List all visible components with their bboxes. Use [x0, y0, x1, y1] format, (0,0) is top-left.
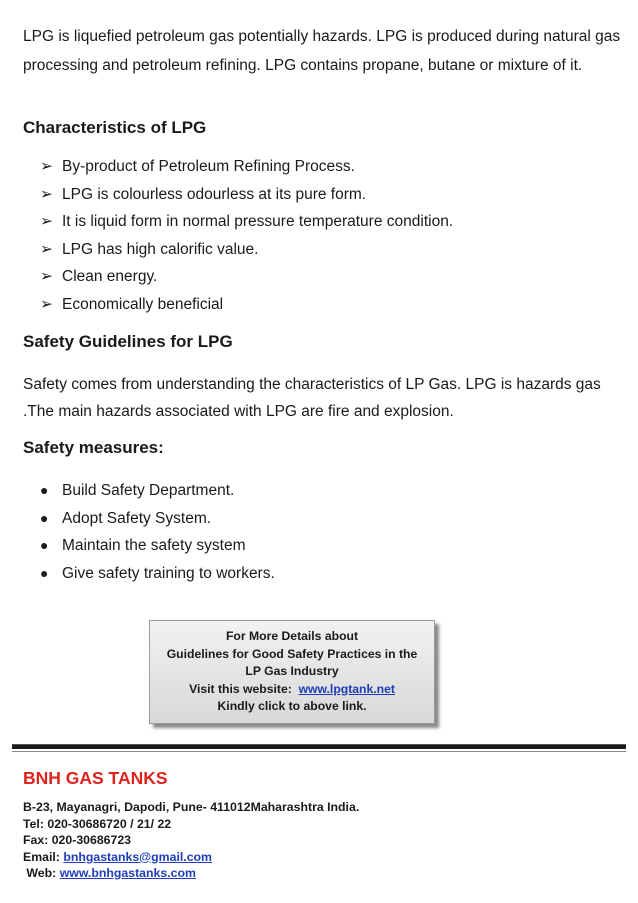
email-label: Email:: [23, 849, 60, 864]
footer-divider: [12, 744, 626, 749]
lpgtank-link[interactable]: www.lpgtank.net: [298, 681, 395, 696]
email-link[interactable]: bnhgastanks@gmail.com: [63, 849, 212, 864]
list-item: ➢ LPG has high calorific value.: [40, 236, 453, 264]
list-item: ● Adopt Safety System.: [40, 505, 275, 533]
arrowhead-check-icon: ➢: [40, 295, 53, 313]
list-item: ➢ Clean energy.: [40, 263, 453, 291]
address-line: B-23, Mayanagri, Dapodi, Pune- 411012Maharashtra India.: [23, 800, 360, 814]
website-link[interactable]: www.bnhgastanks.com: [59, 866, 196, 880]
visit-label: Visit this website:: [189, 681, 292, 696]
callout-visit-line: [150, 681, 434, 699]
guidelines-paragraph: Safety comes from understanding the characteristics of LP Gas. LPG is hazards gas .The main hazards associated with LPG are fire and explosion.: [23, 376, 601, 420]
round-bullet-icon: ●: [40, 509, 49, 526]
callout-line: For More Details about: [225, 629, 359, 643]
more-details-callout: [149, 620, 435, 724]
fax-line: Fax: 020-30686723: [23, 833, 132, 847]
list-item: ➢ By-product of Petroleum Refining Process.: [40, 153, 453, 181]
company-name: BNH GAS TANKS: [23, 768, 168, 788]
measures-heading: Safety measures:: [23, 438, 164, 457]
list-item: ● Build Safety Department.: [40, 477, 275, 505]
callout-line: LP Gas Industry: [245, 664, 339, 678]
round-bullet-icon: ●: [40, 564, 49, 581]
callout-line: Guidelines for Good Safety Practices in the: [166, 646, 418, 661]
arrowhead-check-icon: ➢: [40, 185, 53, 203]
round-bullet-icon: ●: [40, 482, 49, 498]
email-line: [23, 849, 359, 866]
characteristics-list: [40, 153, 453, 318]
characteristics-heading: Characteristics of LPG: [23, 118, 207, 137]
intro-paragraph: LPG is liquefied petroleum gas potentially hazards. LPG is produced during natural gas processing and petroleum refining. LPG contains propane, butane or mixture of it.: [23, 28, 621, 74]
round-bullet-icon: ●: [40, 537, 49, 553]
footer-divider-thin: [12, 751, 626, 752]
contact-block: [23, 799, 359, 882]
measures-list: [40, 477, 275, 587]
list-item: ➢ Economically beneficial: [40, 291, 453, 319]
guidelines-heading: Safety Guidelines for LPG: [23, 332, 233, 351]
callout-line: Kindly click to above link.: [217, 699, 367, 713]
list-item: ● Maintain the safety system: [40, 532, 275, 560]
list-item: ● Give safety training to workers.: [40, 560, 275, 588]
arrowhead-check-icon: ➢: [40, 268, 53, 285]
web-line: [23, 865, 359, 882]
web-label: Web:: [26, 866, 57, 880]
arrowhead-check-icon: ➢: [40, 240, 53, 258]
arrowhead-check-icon: ➢: [40, 213, 53, 230]
tel-line: Tel: 020-30686720 / 21/ 22: [23, 816, 172, 831]
list-item: ➢ LPG is colourless odourless at its pure form.: [40, 181, 453, 209]
arrowhead-check-icon: ➢: [40, 158, 53, 175]
list-item: ➢ It is liquid form in normal pressure temperature condition.: [40, 208, 453, 236]
